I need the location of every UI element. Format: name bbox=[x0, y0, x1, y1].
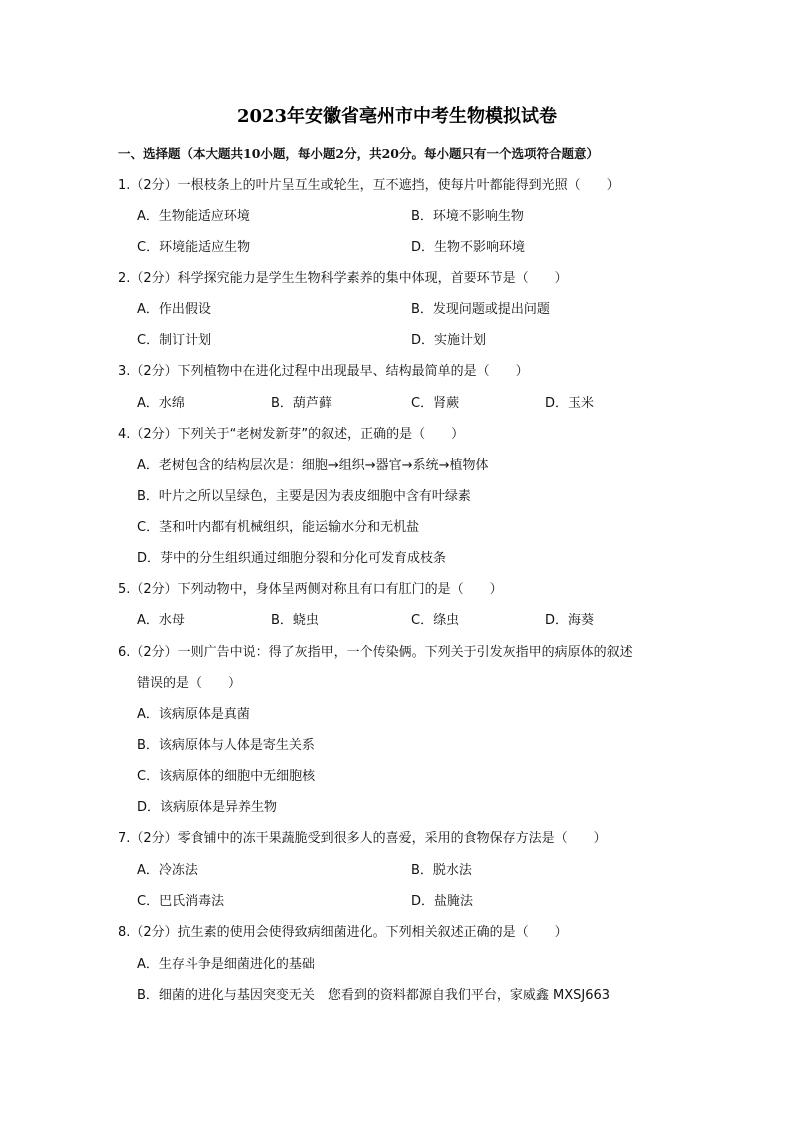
question-6-option-b: B．该病原体与人体是寄生关系 bbox=[137, 738, 315, 753]
question-5-option-c: C．绦虫 bbox=[411, 613, 460, 628]
question-3-option-b: B．葫芦藓 bbox=[271, 396, 332, 411]
section-heading: 一、选择题（本大题共10小题，每小题2分，共20分。每小题只有一个选项符合题意） bbox=[118, 146, 599, 161]
question-6-option-a: A．该病原体是真菌 bbox=[137, 707, 250, 722]
question-5-option-b: B．蛲虫 bbox=[271, 613, 319, 628]
question-2-stem: 2.（2分）科学探究能力是学生生物科学素养的集中体现，首要环节是（ ） bbox=[118, 271, 568, 286]
question-5-option-a: A．水母 bbox=[137, 613, 185, 628]
question-2-option-c: C．制订计划 bbox=[137, 333, 212, 348]
question-6-stem-continued: 错误的是（ ） bbox=[137, 676, 242, 691]
exam-title: 2023年安徽省亳州市中考生物模拟试卷 bbox=[236, 106, 558, 127]
question-8-stem: 8.（2分）抗生素的使用会使得致病细菌进化。下列相关叙述正确的是（ ） bbox=[118, 925, 568, 940]
question-6-stem: 6.（2分）一则广告中说：得了灰指甲，一个传染俩。下列关于引发灰指甲的病原体的叙述 bbox=[118, 645, 633, 660]
question-7-option-b: B．脱水法 bbox=[411, 863, 472, 878]
question-3-option-d: D．玉米 bbox=[545, 396, 595, 411]
question-1-option-a: A．生物能适应环境 bbox=[137, 209, 250, 224]
question-2-option-b: B．发现问题或提出问题 bbox=[411, 302, 550, 317]
question-5-option-d: D．海葵 bbox=[545, 613, 595, 628]
question-2-option-d: D．实施计划 bbox=[411, 333, 487, 348]
question-7-option-a: A．冷冻法 bbox=[137, 863, 198, 878]
question-1-option-b: B．环境不影响生物 bbox=[411, 209, 524, 224]
question-1-stem: 1.（2分）一根枝条上的叶片呈互生或轮生，互不遮挡，使每片叶都能得到光照（ ） bbox=[118, 178, 620, 193]
question-7-stem: 7.（2分）零食铺中的冻干果蔬脆受到很多人的喜爱，采用的食物保存方法是（ ） bbox=[118, 831, 607, 846]
question-4-option-b: B．叶片之所以呈绿色，主要是因为表皮细胞中含有叶绿素 bbox=[137, 489, 471, 504]
question-4-option-c: C．茎和叶内都有机械组织，能运输水分和无机盐 bbox=[137, 520, 420, 535]
question-2-option-a: A．作出假设 bbox=[137, 302, 211, 317]
question-3-option-a: A．水绵 bbox=[137, 396, 185, 411]
question-7-option-c: C．巴氏消毒法 bbox=[137, 894, 225, 909]
question-7-option-d: D．盐腌法 bbox=[411, 894, 474, 909]
question-4-option-a: A．老树包含的结构层次是：细胞→组织→器官→系统→植物体 bbox=[137, 458, 489, 473]
question-8-option-b: B．细菌的进化与基因突变无关 您看到的资料都源自我们平台，家威鑫 MXSJ663 bbox=[137, 988, 611, 1003]
question-5-stem: 5.（2分）下列动物中，身体呈两侧对称且有口有肛门的是（ ） bbox=[118, 582, 503, 597]
question-6-option-d: D．该病原体是异养生物 bbox=[137, 800, 278, 815]
question-1-option-c: C．环境能适应生物 bbox=[137, 240, 251, 255]
question-3-option-c: C．肾蕨 bbox=[411, 396, 460, 411]
question-1-option-d: D．生物不影响环境 bbox=[411, 240, 526, 255]
question-4-stem: 4.（2分）下列关于“老树发新芽”的叙述，正确的是（ ） bbox=[118, 427, 465, 442]
question-6-option-c: C．该病原体的细胞中无细胞核 bbox=[137, 769, 316, 784]
question-8-option-a: A．生存斗争是细菌进化的基础 bbox=[137, 957, 315, 972]
question-3-stem: 3.（2分）下列植物中在进化过程中出现最早、结构最简单的是（ ） bbox=[118, 364, 529, 379]
question-4-option-d: D．芽中的分生组织通过细胞分裂和分化可发育成枝条 bbox=[137, 551, 447, 566]
